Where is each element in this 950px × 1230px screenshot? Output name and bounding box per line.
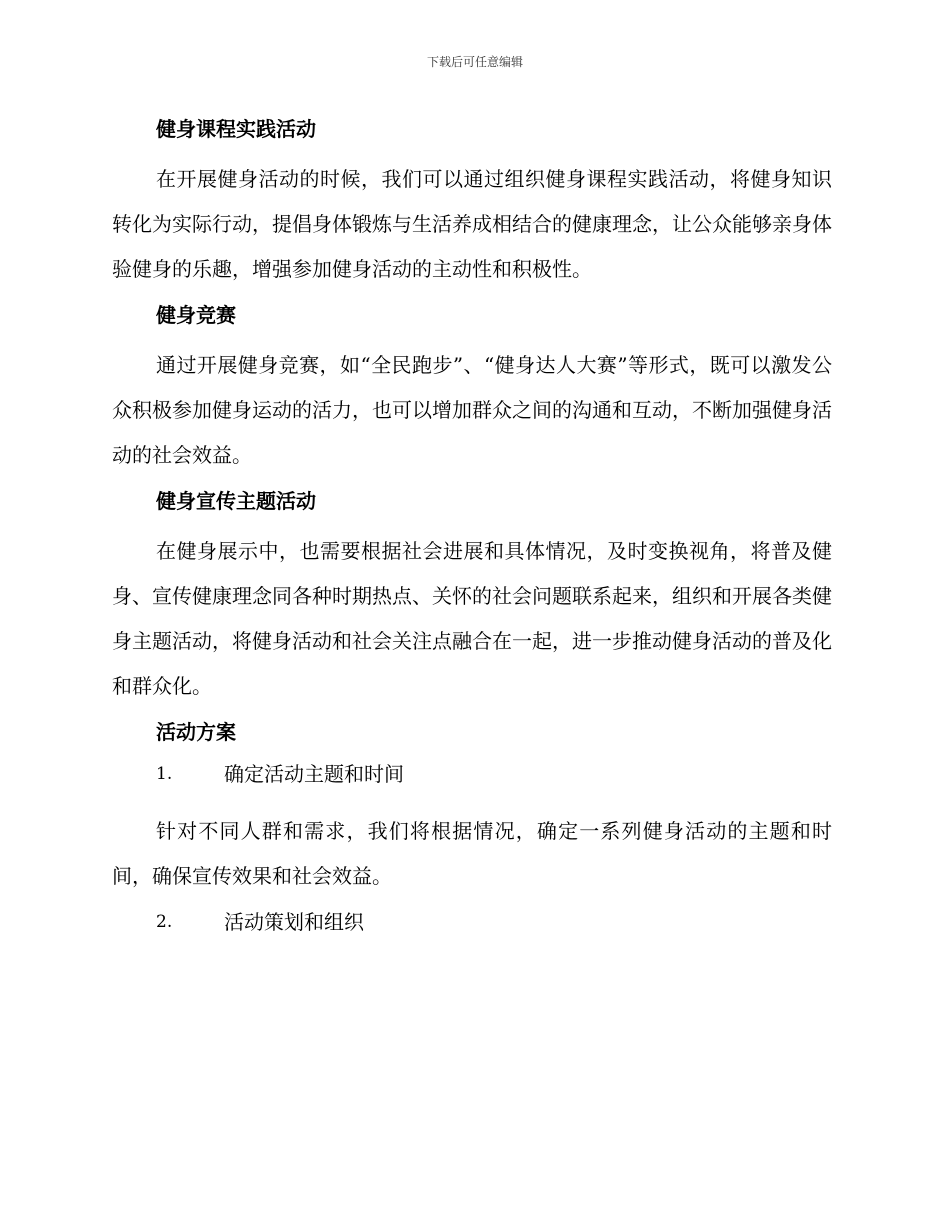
section-heading-fitness-promotion: 健身宣传主题活动 [156, 489, 316, 513]
plan-item-title: 确定活动主题和时间 [224, 762, 404, 786]
plan-item-paragraph: 针对不同人群和需求，我们将根据情况，确定一系列健身活动的主题和时间，确保宣传效果和社会效益。 [112, 819, 832, 888]
section-paragraph-fitness-competition: 通过开展健身竞赛，如“全民跑步”、“健身达人大赛”等形式，既可以激发公众积极参加健身运动的活力，也可以增加群众之间的沟通和互动，不断加强健身活动的社会效益。 [112, 353, 832, 467]
plan-item-number: 1. [156, 764, 173, 784]
plan-heading: 活动方案 [156, 720, 236, 744]
plan-item-number: 2. [156, 912, 173, 932]
section-paragraph-fitness-promotion: 在健身展示中，也需要根据社会进展和具体情况，及时变换视角，将普及健身、宣传健康理念同各种时期热点、关怀的社会问题联系起来，组织和开展各类健身主题活动，将健身活动和社会关注点融合在一起，进一步推动健身活动的普及化和群众化。 [112, 539, 832, 698]
plan-item-2 [112, 908, 832, 936]
section-heading-fitness-competition: 健身竞赛 [156, 303, 236, 327]
page-header-note: 下载后可任意编辑 [426, 55, 523, 69]
section-paragraph-fitness-course: 在开展健身活动的时候，我们可以通过组织健身课程实践活动，将健身知识转化为实际行动，提倡身体锻炼与生活养成相结合的健康理念，让公众能够亲身体验健身的乐趣，增强参加健身活动的主动性和积极性。 [112, 167, 832, 281]
plan-item-title: 活动策划和组织 [224, 910, 364, 934]
document-body [112, 108, 832, 957]
section-heading-fitness-course: 健身课程实践活动 [156, 117, 316, 141]
plan-item-1 [112, 760, 832, 788]
